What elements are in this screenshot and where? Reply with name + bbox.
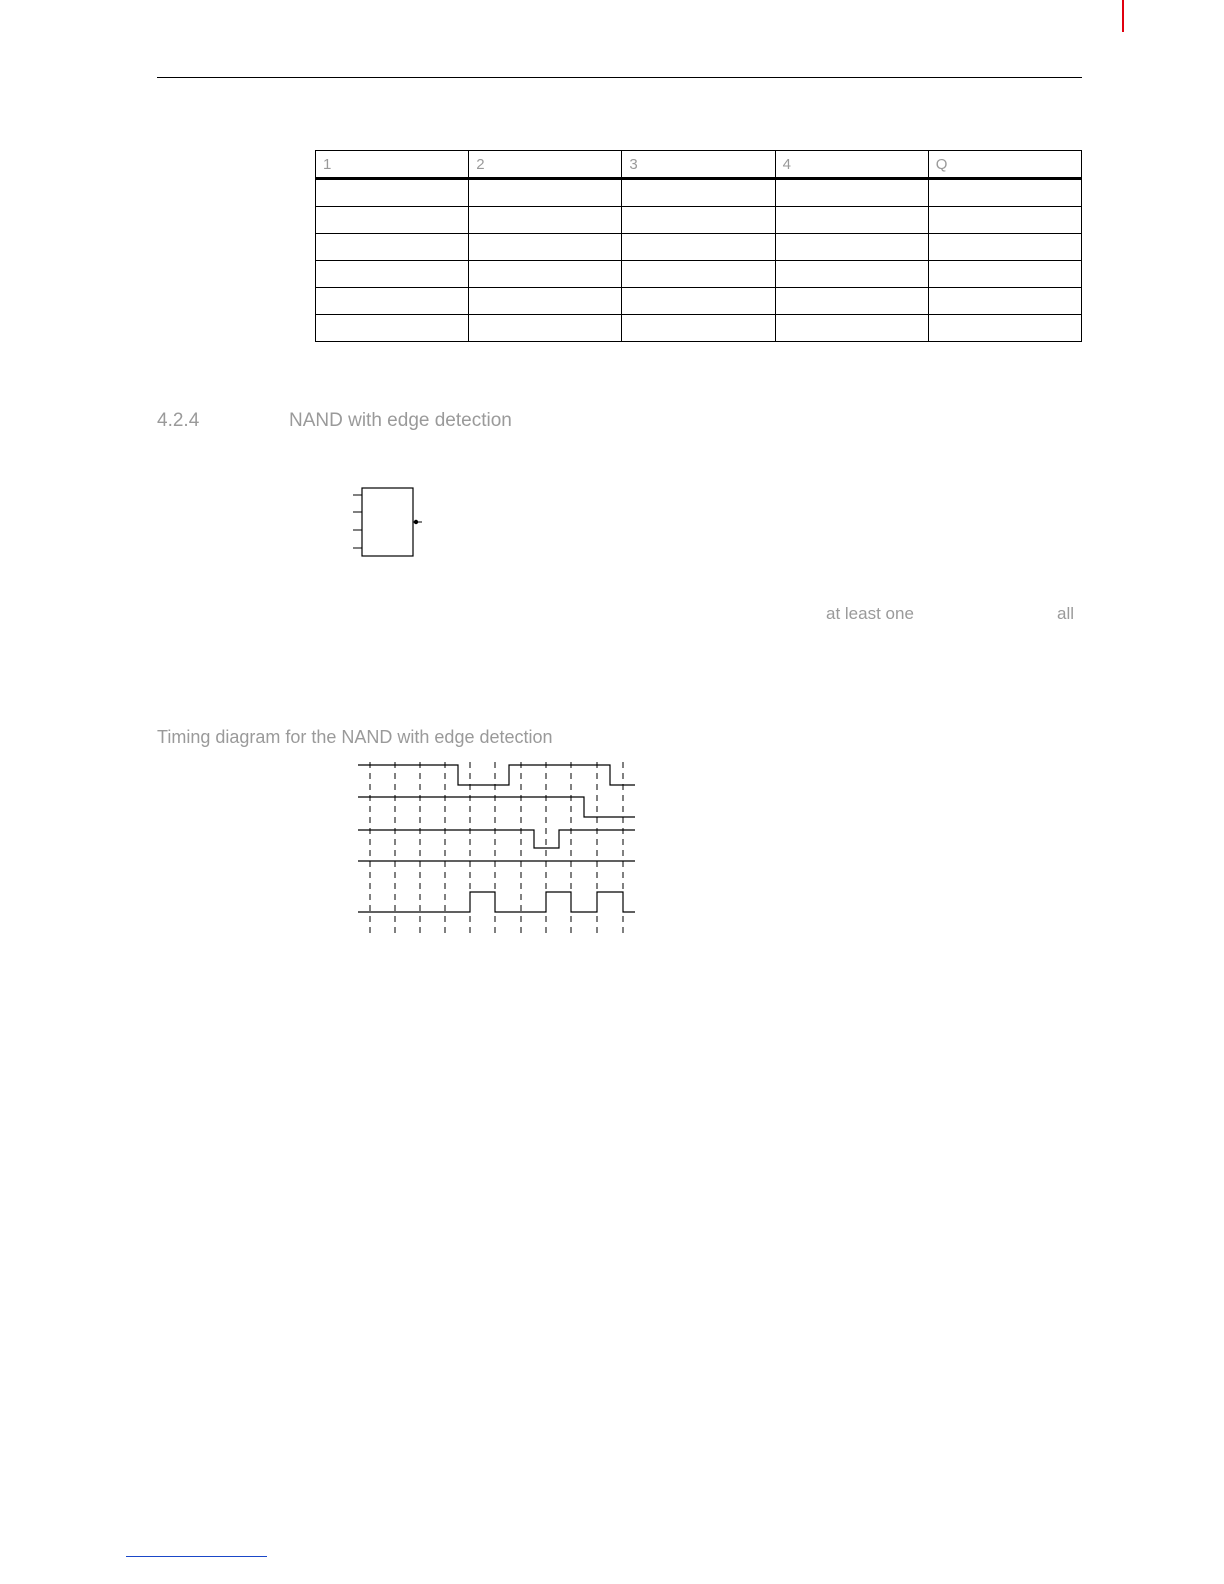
nand-edge-block-symbol — [350, 485, 430, 560]
table-cell — [775, 261, 928, 288]
emphasis-at-least-one: at least one — [826, 604, 914, 623]
table-cell — [316, 207, 469, 234]
table-cell — [316, 261, 469, 288]
footer-link-underline — [126, 1556, 267, 1557]
table-cell — [928, 261, 1081, 288]
emphasis-all: all — [1057, 604, 1075, 623]
column-header: 4 — [775, 151, 928, 179]
table-row — [316, 207, 1082, 234]
table-cell — [775, 179, 928, 207]
table-cell — [775, 234, 928, 261]
table-row — [316, 234, 1082, 261]
column-header: Q — [928, 151, 1081, 179]
table-cell — [622, 234, 775, 261]
timing-diagram — [355, 760, 640, 940]
table-row — [316, 288, 1082, 315]
negation-dot — [414, 520, 418, 524]
table-cell — [622, 315, 775, 342]
header-rule — [157, 77, 1082, 78]
table-cell — [622, 207, 775, 234]
table-cell — [928, 207, 1081, 234]
table-cell — [622, 261, 775, 288]
table-cell — [469, 288, 622, 315]
table-header-row — [316, 151, 1082, 179]
table-cell — [316, 288, 469, 315]
table-row — [316, 261, 1082, 288]
section-title: NAND with edge detection — [289, 410, 512, 431]
table-cell — [469, 207, 622, 234]
table-row — [316, 315, 1082, 342]
signal-waveform-2 — [358, 797, 635, 817]
column-header: 1 — [316, 151, 469, 179]
timing-diagram-caption: Timing diagram for the NAND with edge detection — [157, 727, 553, 747]
table-cell — [316, 234, 469, 261]
table-cell — [622, 179, 775, 207]
section-number: 4.2.4 — [157, 410, 200, 431]
function-block-box — [362, 488, 413, 556]
truth-table — [315, 150, 1082, 342]
table-cell — [469, 179, 622, 207]
table-cell — [469, 315, 622, 342]
table-cell — [316, 315, 469, 342]
table-cell — [928, 234, 1081, 261]
red-margin-marker — [1122, 0, 1124, 32]
signal-waveform-1 — [358, 765, 635, 785]
table-row — [316, 179, 1082, 207]
table-cell — [928, 288, 1081, 315]
table-cell — [775, 288, 928, 315]
table-cell — [775, 315, 928, 342]
table-cell — [928, 179, 1081, 207]
table-cell — [622, 288, 775, 315]
signal-waveform-5 — [358, 892, 635, 912]
table-cell — [469, 234, 622, 261]
column-header: 2 — [469, 151, 622, 179]
table-cell — [775, 207, 928, 234]
table-cell — [316, 179, 469, 207]
column-header: 3 — [622, 151, 775, 179]
table-cell — [928, 315, 1081, 342]
table-cell — [469, 261, 622, 288]
signal-waveform-3 — [358, 830, 635, 848]
